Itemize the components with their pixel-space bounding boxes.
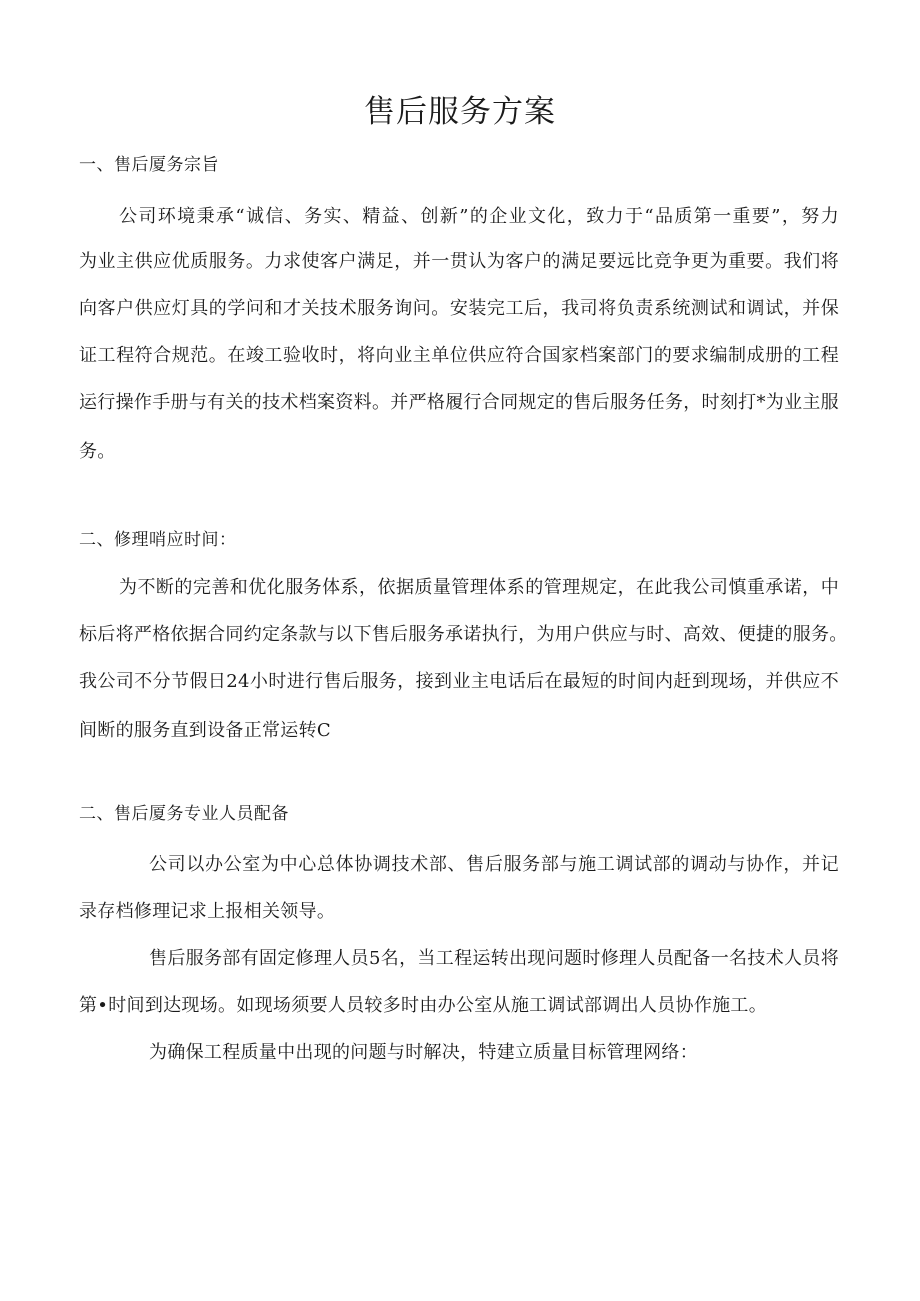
section-heading: 二、修理哨应时间： [79, 530, 237, 550]
paragraph-line: 为确保工程质量中出现的问题与时解决，特建立质量目标管理网络： [149, 1042, 698, 1063]
section-heading: 二、售后厦务专业人员配备 [79, 804, 289, 824]
paragraph-line: 运行操作手册与有关的技术档案资料。并严格履行合同规定的售后服务任务，时刻打*为业主服 [79, 392, 839, 413]
paragraph-line: 标后将严格依据合同约定条款与以下售后服务承诺执行，为用户供应与时、高效、便捷的服务。 [79, 624, 848, 645]
paragraph-line: 我公司不分节假日24小时进行售后服务，接到业主电话后在最短的时间内赶到现场，并供应不 [79, 671, 839, 692]
paragraph-line: 为不断的完善和优化服务体系，依据质量管理体系的管理规定，在此我公司慎重承诺，中 [119, 577, 839, 598]
paragraph-line: 售后服务部有固定修理人员5名，当工程运转出现问题时修理人员配备一名技术人员将 [149, 948, 839, 969]
page-title: 售后服务方案 [364, 94, 556, 130]
paragraph-line: 录存档修理记求上报相关领导。 [79, 901, 336, 922]
paragraph-line: 务。 [79, 441, 116, 462]
paragraph-line: 公司环境秉承“诚信、务实、精益、创新”的企业文化，致力于“品质第一重要”，努力 [119, 206, 839, 227]
paragraph-line: 公司以办公室为中心总体协调技术部、售后服务部与施工调试部的调动与协作，并记 [149, 854, 839, 875]
paragraph-line: 间断的服务直到设备正常运转C [79, 720, 331, 741]
paragraph-line: 向客户供应灯具的学问和才关技术服务询问。安装完工后，我司将负责系统测试和调试，并保 [79, 298, 839, 319]
section-heading: 一、售后厦务宗旨 [79, 155, 219, 175]
paragraph-line: 第•时间到达现场。如现场须要人员较多时由办公室从施工调试部调出人员协作施工。 [79, 995, 768, 1016]
paragraph-line: 证工程符合规范。在竣工验收时，将向业主单位供应符合国家档案部门的要求编制成册的工程 [79, 345, 839, 366]
paragraph-line: 为业主供应优质服务。力求使客户满足，并一贯认为客户的满足要远比竞争更为重要。我们将 [79, 251, 839, 272]
